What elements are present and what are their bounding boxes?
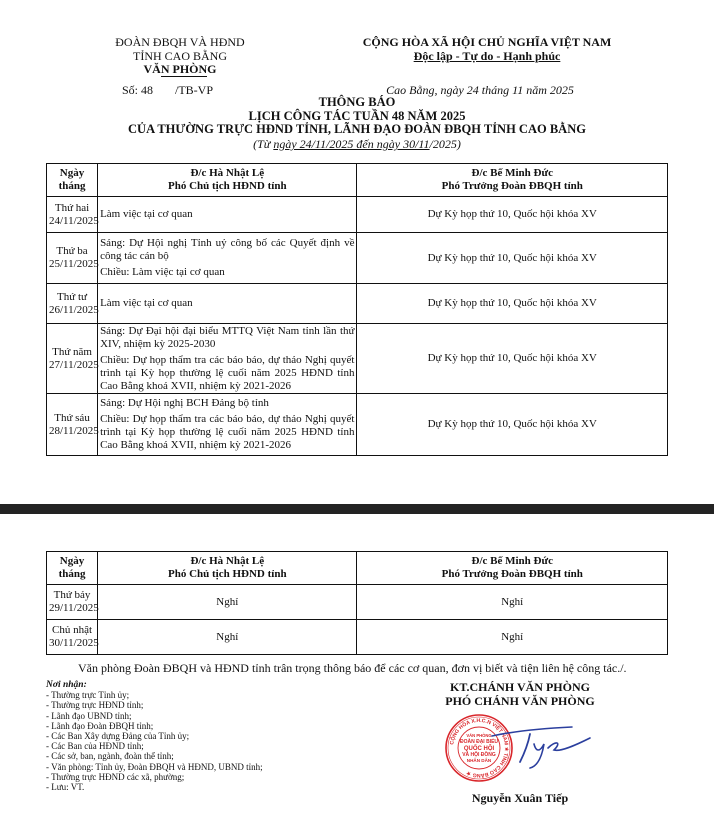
table-row xyxy=(47,324,668,394)
date-cell: Thứ năm 27/11/2025 xyxy=(47,324,98,394)
recipient-item: - Thường trực HĐND tỉnh; xyxy=(46,700,144,711)
table-row xyxy=(47,620,668,655)
person-a-cell: Nghỉ xyxy=(98,620,357,655)
person-b-cell: Dự Kỳ họp thứ 10, Quốc hội khóa XV xyxy=(357,284,668,324)
header-person-a: Đ/c Hà Nhật Lệ Phó Chủ tịch HĐND tỉnh xyxy=(98,552,357,585)
date-cell: Thứ ba 25/11/2025 xyxy=(47,233,98,284)
org-line-2: TỈNH CAO BẰNG xyxy=(133,48,227,63)
signature-icon xyxy=(490,722,600,770)
header-date: Ngày tháng xyxy=(47,164,98,197)
svg-text:CỘNG HÒA X.H.C.N VIỆT NAM ★ TỈ: CỘNG HÒA X.H.C.N VIỆT NAM ★ TỈNH CAO BẰNG ★ xyxy=(449,717,510,779)
recipients-list xyxy=(46,680,296,792)
date-cell: Thứ bảy 29/11/2025 xyxy=(47,585,98,620)
svg-text:ĐOÀN ĐẠI BIỂU: ĐOÀN ĐẠI BIỂU xyxy=(459,739,499,745)
schedule-table-continued xyxy=(46,551,668,655)
date-cell: Thứ sáu 28/11/2025 xyxy=(47,394,98,456)
title-line-1: THÔNG BÁO xyxy=(318,95,396,109)
person-b-cell: Dự Kỳ họp thứ 10, Quốc hội khóa XV xyxy=(357,233,668,284)
table-row xyxy=(47,585,668,620)
recipient-item: - Các sở, ban, ngành, đoàn thể tỉnh; xyxy=(46,751,174,762)
recipient-item: - Văn phòng: Tỉnh ủy, Đoàn ĐBQH và HĐND, UBND tỉnh; xyxy=(46,761,263,772)
org-line-1: ĐOÀN ĐBQH VÀ HĐND xyxy=(115,35,245,49)
recipient-item: - Thường trực HĐND các xã, phường; xyxy=(46,771,185,782)
recipient-item: - Lưu: VT. xyxy=(46,782,85,793)
national-motto xyxy=(352,36,622,63)
header-person-b: Đ/c Bế Minh Đức Phó Trưởng Đoàn ĐBQH tỉnh xyxy=(357,552,668,585)
person-a-cell: Làm việc tại cơ quan xyxy=(98,284,357,324)
signer-name: Nguyễn Xuân Tiếp xyxy=(471,791,569,805)
document-title xyxy=(0,96,714,137)
svg-text:VĂN PHÒNG: VĂN PHÒNG xyxy=(466,733,492,738)
page-break xyxy=(0,504,714,514)
person-b-cell: Dự Kỳ họp thứ 10, Quốc hội khóa XV xyxy=(357,394,668,456)
person-b-cell: Dự Kỳ họp thứ 10, Quốc hội khóa XV xyxy=(357,197,668,233)
person-a-cell: Làm việc tại cơ quan xyxy=(98,197,357,233)
person-b-cell: Nghỉ xyxy=(357,620,668,655)
issuing-organization xyxy=(60,36,300,77)
recipient-item: - Lãnh đạo Đoàn ĐBQH tỉnh; xyxy=(46,720,154,731)
date-cell: Chủ nhật 30/11/2025 xyxy=(47,620,98,655)
header-person-b: Đ/c Bế Minh Đức Phó Trưởng Đoàn ĐBQH tỉnh xyxy=(357,164,668,197)
recipients-title: Nơi nhận: xyxy=(46,680,87,690)
person-a-cell: Nghỉ xyxy=(98,585,357,620)
person-b-cell: Nghỉ xyxy=(357,585,668,620)
office-name: VĂN PHÒNG xyxy=(143,62,217,76)
title-line-2: LỊCH CÔNG TÁC TUẦN 48 NĂM 2025 xyxy=(248,108,466,123)
title-line-3: CỦA THƯỜNG TRỰC HĐND TỈNH, LÃNH ĐẠO ĐOÀN ĐBQH TỈNH CAO BẰNG xyxy=(128,122,586,136)
date-cell: Thứ tư 26/11/2025 xyxy=(47,284,98,324)
motto: Độc lập - Tự do - Hạnh phúc xyxy=(413,48,561,63)
document-number: Số: 48 /TB-VP xyxy=(122,83,214,97)
table-row xyxy=(47,284,668,324)
svg-text:QUỐC HỘI: QUỐC HỘI xyxy=(463,746,495,752)
table-header-row xyxy=(47,164,668,197)
place-date: Cao Bằng, ngày 24 tháng 11 năm 2025 xyxy=(386,83,574,97)
header-date: Ngày tháng xyxy=(47,552,98,585)
recipient-item: - Các Ban của HĐND tỉnh; xyxy=(46,741,144,752)
person-a-cell: Sáng: Dự Đại hội đại biểu MTTQ Việt Nam tỉnh lần thứ XIV, nhiệm kỳ 2025-2030 Chiều: Dự họp thẩm tra các báo báo, dự thảo Nghị quyết trình tại Kỳ họp thường lệ cuối năm 2025 HĐND tỉnh Cao Bằng khoá XVII, nhiệm kỳ 2021-2026 xyxy=(98,324,357,394)
date-cell: Thứ hai 24/11/2025 xyxy=(47,197,98,233)
closing-statement: Văn phòng Đoàn ĐBQH và HĐND tỉnh trân trọng thông báo để các cơ quan, đơn vị biết và tiện liên hệ công tác./. xyxy=(78,661,627,675)
table-header-row xyxy=(47,552,668,585)
signer-title: KT.CHÁNH VĂN PHÒNG PHÓ CHÁNH VĂN PHÒNG xyxy=(445,680,595,708)
svg-text:VÀ HỘI ĐỒNG: VÀ HỘI ĐỒNG xyxy=(462,752,496,758)
schedule-table xyxy=(46,163,668,456)
table-row xyxy=(47,233,668,284)
svg-text:NHÂN DÂN: NHÂN DÂN xyxy=(466,758,492,763)
recipient-item: - Thường trực Tỉnh ủy; xyxy=(46,690,130,701)
recipient-item: - Các Ban Xây dựng Đảng của Tỉnh ủy; xyxy=(46,731,190,742)
recipient-item: - Lãnh đạo UBND tỉnh; xyxy=(46,710,132,721)
person-a-cell: Sáng: Dự Hội nghị BCH Đảng bộ tỉnh Chiều: Dự họp thẩm tra các báo báo, dự thảo Nghị quyết trình tại Kỳ họp thường lệ cuối năm 2025 HĐND tỉnh Cao Bằng khoá XVII, nhiệm kỳ 2021-2026 xyxy=(98,394,357,456)
date-range: (Từ ngày 24/11/2025 đến ngày 30/11/2025) xyxy=(253,137,461,151)
person-a-cell: Sáng: Dự Hội nghị Tỉnh uỷ công bố các Quyết định về công tác cán bộ Chiều: Làm việc tại cơ quan xyxy=(98,233,357,284)
table-row xyxy=(47,197,668,233)
table-row xyxy=(47,394,668,456)
person-b-cell: Dự Kỳ họp thứ 10, Quốc hội khóa XV xyxy=(357,324,668,394)
nation-name: CỘNG HÒA XÃ HỘI CHỦ NGHĨA VIỆT NAM xyxy=(362,35,612,49)
header-person-a: Đ/c Hà Nhật Lệ Phó Chủ tịch HĐND tỉnh xyxy=(98,164,357,197)
